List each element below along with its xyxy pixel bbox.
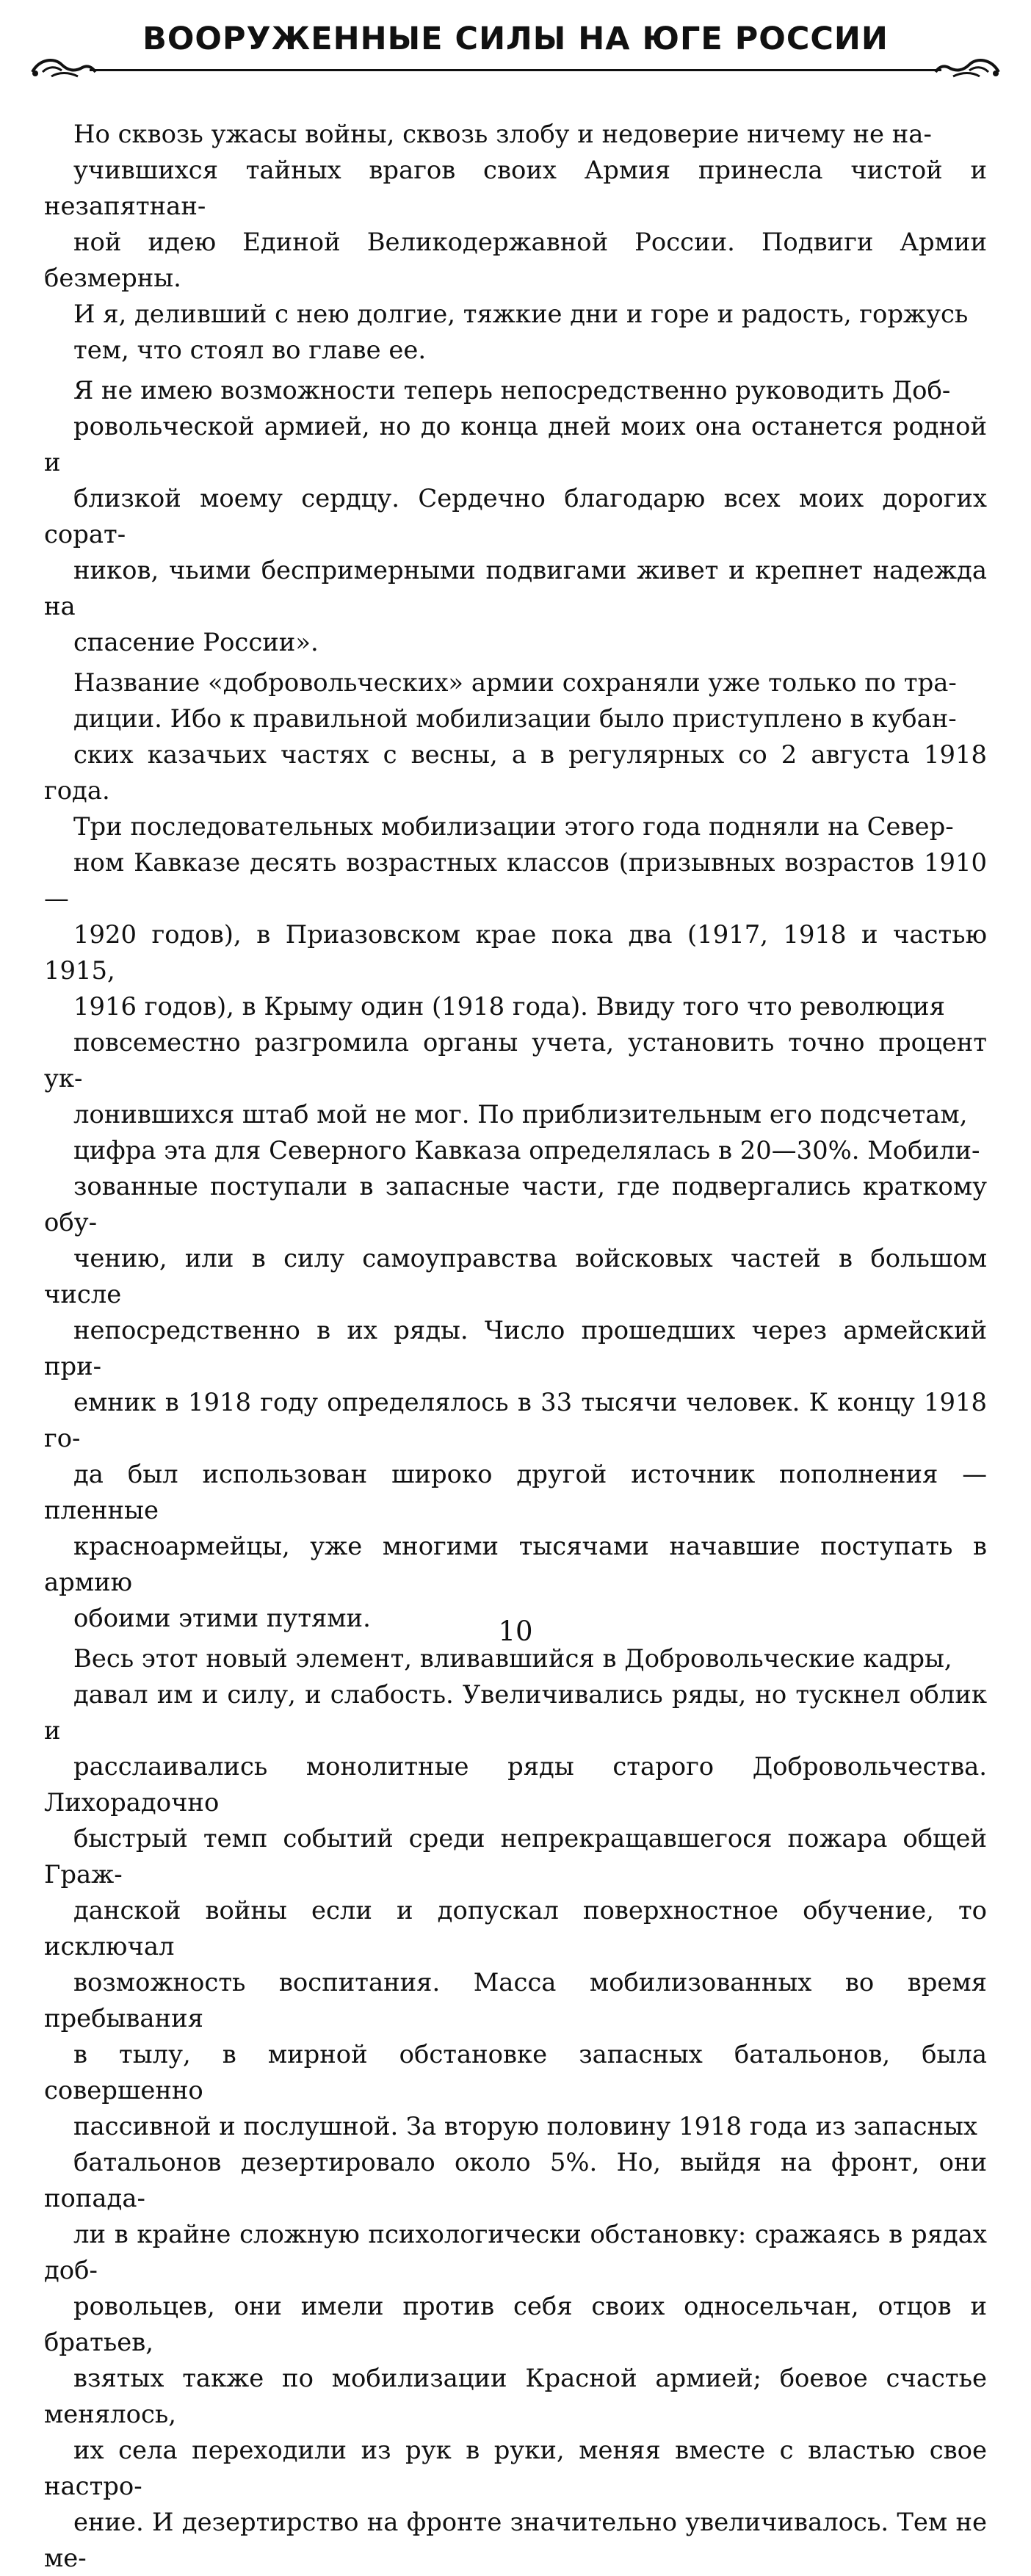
body-text: [44, 116, 987, 2576]
text-line: зованные поступали в запасные части, где подвергались краткому обу-: [44, 1172, 987, 1237]
text-line: Весь этот новый элемент, вливавшийся в Добровольческие кадры,: [73, 1644, 952, 1673]
paragraph: [44, 116, 987, 368]
page-number: 10: [498, 1616, 533, 1647]
text-line: близкой моему сердцу. Сердечно благодарю всех моих дорогих сорат-: [44, 484, 987, 549]
text-line: ровольческой армией, но до конца дней моих она останется родной и: [44, 412, 987, 477]
text-line: повсеместно разгромила органы учета, установить точно процент ук-: [44, 1028, 987, 1093]
text-line: Название «добровольческих» армии сохраняли уже только по тра-: [73, 668, 957, 697]
text-line: чению, или в силу самоуправства войсковых частей в большом числе: [44, 1244, 987, 1309]
text-line: лонившихся штаб мой не мог. По приблизительным его подсчетам,: [73, 1100, 968, 1129]
text-line: спасение России».: [73, 628, 319, 656]
text-line: 1916 годов), в Крыму один (1918 года). Ввиду того что революция: [73, 992, 945, 1021]
text-line: пассивной и послушной. За вторую половину 1918 года из запасных: [73, 2112, 977, 2141]
text-line: Я не имею возможности теперь непосредственно руководить Доб-: [73, 376, 951, 405]
text-line: батальонов дезертировало около 5%. Но, выйдя на фронт, они попада-: [44, 2148, 987, 2213]
paragraph: [44, 372, 987, 660]
text-line: в тылу, в мирной обстановке запасных батальонов, была совершенно: [44, 2040, 987, 2105]
text-line: И я, деливший с нею долгие, тяжкие дни и горе и радость, горжусь: [73, 300, 969, 328]
text-line: ли в крайне сложную психологически обстановку: сражаясь в рядах доб-: [44, 2220, 987, 2284]
text-line: ение. И дезертирство на фронте значительно увеличивалось. Тем не ме-: [44, 2508, 987, 2572]
text-line: непосредственно в их ряды. Число прошедших через армейский при-: [44, 1316, 987, 1381]
paragraph: [44, 1640, 987, 2576]
text-line: возможность воспитания. Масса мобилизованных во время пребывания: [44, 1968, 987, 2033]
text-line: взятых также по мобилизации Красной армией; боевое счастье менялось,: [44, 2364, 987, 2428]
text-line: емник в 1918 году определялось в 33 тысячи человек. К концу 1918 го-: [44, 1388, 987, 1452]
text-line: обоими этими путями.: [73, 1604, 371, 1632]
text-line: Но сквозь ужасы войны, сквозь злобу и недоверие ничему не на-: [73, 120, 932, 148]
running-header: [29, 13, 1002, 81]
text-line: ной идею Единой Великодержавной России. Подвиги Армии безмерны.: [44, 228, 987, 292]
text-line: ников, чьими беспримерными подвигами живет и крепнет надежда на: [44, 556, 987, 621]
text-line: цифра эта для Северного Кавказа определялась в 20—30%. Мобили-: [73, 1136, 980, 1165]
text-line: давал им и силу, и слабость. Увеличивались ряды, но тускнел облик и: [44, 1680, 987, 1745]
text-line: их села переходили из рук в руки, меняя вместе с властью свое настро-: [44, 2436, 987, 2500]
text-line: ном Кавказе десять возрастных классов (призывных возрастов 1910—: [44, 848, 987, 913]
text-line: данской войны если и допускал поверхностное обучение, то исключал: [44, 1896, 987, 1961]
paragraph: [44, 665, 987, 1636]
text-line: расслаивались монолитные ряды старого Добровольчества. Лихорадочно: [44, 1752, 987, 1817]
text-line: диции. Ибо к правильной мобилизации было приступлено в кубан-: [73, 704, 957, 733]
text-line: красноармейцы, уже многими тысячами начавшие поступать в армию: [44, 1532, 987, 1596]
right-flourish-icon: [934, 50, 1002, 81]
text-line: Три последовательных мобилизации этого года подняли на Север-: [73, 812, 954, 841]
running-header-title: ВООРУЖЕННЫЕ СИЛЫ НА ЮГЕ РОССИИ: [142, 21, 889, 57]
text-line: быстрый темп событий среди непрекращавшегося пожара общей Граж-: [44, 1824, 987, 1889]
text-line: учившихся тайных врагов своих Армия принесла чистой и незапятнан-: [44, 156, 987, 220]
text-line: да был использован широко другой источник пополнения — пленные: [44, 1460, 987, 1524]
text-line: ских казачьих частях с весны, а в регулярных со 2 августа 1918 года.: [44, 740, 987, 805]
text-line: ровольцев, они имели против себя своих односельчан, отцов и братьев,: [44, 2292, 987, 2356]
text-line: 1920 годов), в Приазовском крае пока два (1917, 1918 и частью 1915,: [44, 920, 987, 985]
text-line: тем, что стоял во главе ее.: [73, 336, 427, 364]
header-rule: [90, 69, 941, 71]
